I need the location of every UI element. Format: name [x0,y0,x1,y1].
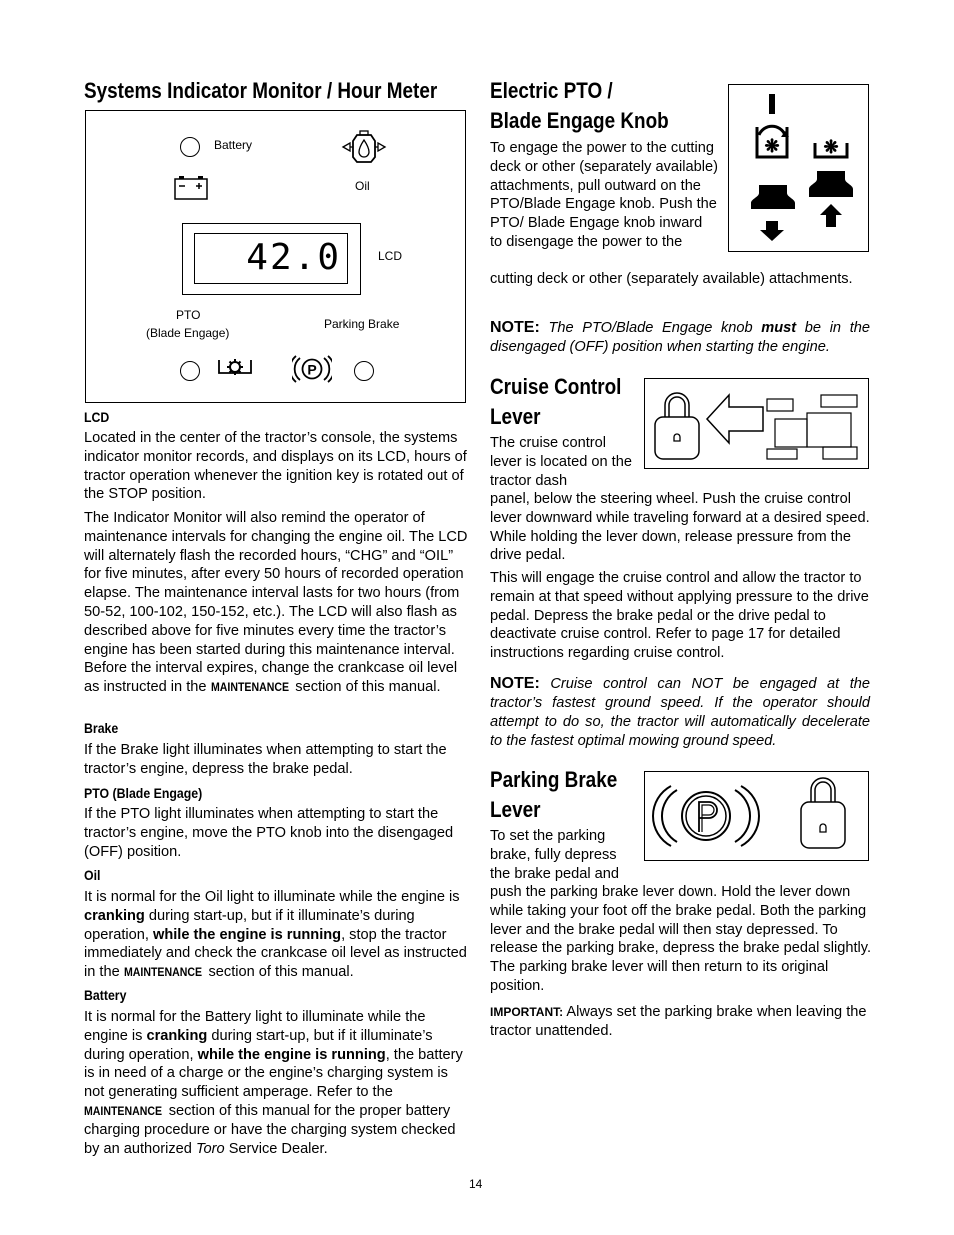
text-run: be in the disengaged (OFF) position when starting the engine. [490,320,870,355]
text-run: Cruise control can NOT be engaged at the tractor’s fastest ground speed. If the operator should attempt to do so, the tractor will automatically decelerate to the fastest optimal mowing ground speed. [490,676,870,749]
parking-brake-icon [292,355,332,383]
lcd-heading: LCD [84,409,110,425]
svg-text:P: P [307,361,317,378]
section-title-pto-2: Blade Engage Knob [490,108,669,133]
lcd-screen [194,233,348,284]
section-title-parking-1: Parking Brake [490,767,618,792]
text-run: It is normal for the Battery light to illuminate while the engine is [84,1009,426,1044]
parking-paragraph-cont: push the parking brake lever down. Hold the lever down while taking your foot off the brake pedal. Both the parking lever and the brake pedal will then stay depressed. To release the parking brake, depress the brake pedal slightly. The parking brake lever will then return to its original position. [490,884,872,994]
parking-brake-label: Parking Brake [324,317,400,331]
cruise-control-illustration [645,379,867,467]
oil-label: Oil [355,179,370,193]
oil-paragraph [84,888,470,982]
important-label: IMPORTANT: [490,1005,564,1019]
parking-brake-diagram [644,771,869,861]
maintenance-reference: MAINTENANCE [84,1103,163,1118]
section-title-indicator-monitor: Systems Indicator Monitor / Hour Meter [84,78,438,103]
cruise-paragraph-wrapped: The cruise control lever is located on the tractor dash [490,435,632,489]
pto-note [490,318,870,357]
lcd-label: LCD [378,249,403,263]
brake-heading: Brake [84,720,119,736]
pto-knob-illustration [729,85,867,250]
battery-label: Battery [214,138,253,152]
parking-important-note [490,1003,874,1041]
lcd-paragraph: Located in the center of the tractor’s console, the systems indicator monitor records, and displays on its LCD, hours of tractor operation whenever the ignition key is rotated out of the STOP position. [84,430,467,503]
note-label: NOTE: [490,319,540,336]
emphasis: must [761,320,797,336]
pto-sublabel: (Blade Engage) [146,326,230,340]
text-run: during start-up, but if it illuminate’s during operation, [84,1027,433,1063]
text-run: section of this manual. [291,679,441,696]
text-run: , the battery is in need of a charge or the engine’s charging system is not generating sufficient amperage. Refer to the [84,1046,463,1101]
maintenance-reference: MAINTENANCE [210,680,289,695]
cruise-note [490,674,870,751]
parking-brake-illustration [645,772,867,859]
svg-text:❋: ❋ [823,137,839,157]
lcd-display-frame [182,223,361,295]
emphasis: while the engine is running [197,1046,386,1063]
text-run: It is normal for the Oil light to illuminate while the engine is [84,889,460,905]
section-title-parking-2: Lever [490,797,541,822]
pto-indicator-light [180,361,200,381]
text-run: , stop the tractor immediately and check the crankcase oil level as instructed in the [84,926,467,981]
note-label: NOTE: [490,675,540,692]
emphasis: cranking [146,1027,208,1044]
maintenance-interval-paragraph [84,509,468,697]
section-title-cruise-1: Cruise Control [490,374,622,399]
text-run: Service Dealer. [224,1140,328,1157]
oil-pressure-icon [341,129,387,165]
text-run: The Indicator Monitor will also remind the operator of maintenance intervals for changing the engine oil. The LCD will alternately flash the recorded hours, “CHG” and “OIL” for five minutes, after every 50 hours of recorded operation elapse. The maintenance interval lasts for two hours (from 50-52, 100-102, 150-152, etc.). The LCD will also flash as described above for five minutes every time the tractor’s engine has been started during this maintenance interval. Before the interval expires, change the crankcase oil level as instructed in the [84,510,468,696]
battery-indicator-light [180,137,200,157]
brand-name: Toro [195,1140,225,1157]
emphasis: while the engine is running [152,926,342,943]
battery-heading: Battery [84,987,127,1003]
section-title-cruise-2: Lever [490,404,541,429]
text-run: section of this manual for the proper battery charging procedure or have the charging system checked by an authorized [84,1102,456,1157]
cruise-paragraph-2: This will engage the cruise control and allow the tractor to remain at that speed without applying pressure to the drive pedal. Depress the brake pedal or the drive pedal to deactivate cruise control. Refer to page 17 for detailed instructions regarding cruise control. [490,570,869,662]
maintenance-reference: MAINTENANCE [123,965,202,980]
text-run: Always set the parking brake when leaving the tractor unattended. [490,1004,867,1039]
text-run: during start-up, but if it illuminate’s during operation, [84,907,415,943]
lcd-hour-reading: 42.0 [246,237,341,278]
parking-paragraph-wrapped: To set the parking brake, fully depress the brake pedal and [490,828,620,882]
pto-paragraph-wrapped: To engage the power to the cutting deck or other (separately available) attachments, pull outward on the PTO/Blade Engage knob. Push the PTO/ Blade Engage knob inward to disengage the power to the [490,140,718,250]
pto-label: PTO [176,308,201,322]
battery-paragraph [84,1008,468,1158]
pto-paragraph-cont: cutting deck or other (separately available) attachments. [490,271,853,287]
cruise-paragraph-cont: panel, below the steering wheel. Push the cruise control lever downward while traveling forward at a desired speed. While holding the lever down, release pressure from the drive pedal. [490,491,870,564]
page-number: 14 [469,1177,483,1191]
cruise-control-diagram [644,378,869,469]
text-run: The PTO/Blade Engage knob [548,320,762,336]
oil-heading: Oil [84,867,101,883]
pto-knob-diagram [728,84,869,252]
pto-paragraph: If the PTO light illuminates when attempting to start the tractor’s engine, move the PTO knob into the disengaged (OFF) position. [84,806,454,860]
indicator-monitor-diagram [85,110,466,403]
emphasis: cranking [84,907,145,924]
battery-icon [173,175,209,201]
pto-heading: PTO (Blade Engage) [84,785,203,801]
svg-text:❋: ❋ [764,136,780,156]
pto-gear-icon [216,357,254,379]
parking-brake-indicator-light [354,361,374,381]
section-title-pto-1: Electric PTO / [490,78,613,103]
text-run: section of this manual. [204,964,354,981]
brake-paragraph: If the Brake light illuminates when attempting to start the tractor’s engine, depress the brake pedal. [84,742,447,777]
